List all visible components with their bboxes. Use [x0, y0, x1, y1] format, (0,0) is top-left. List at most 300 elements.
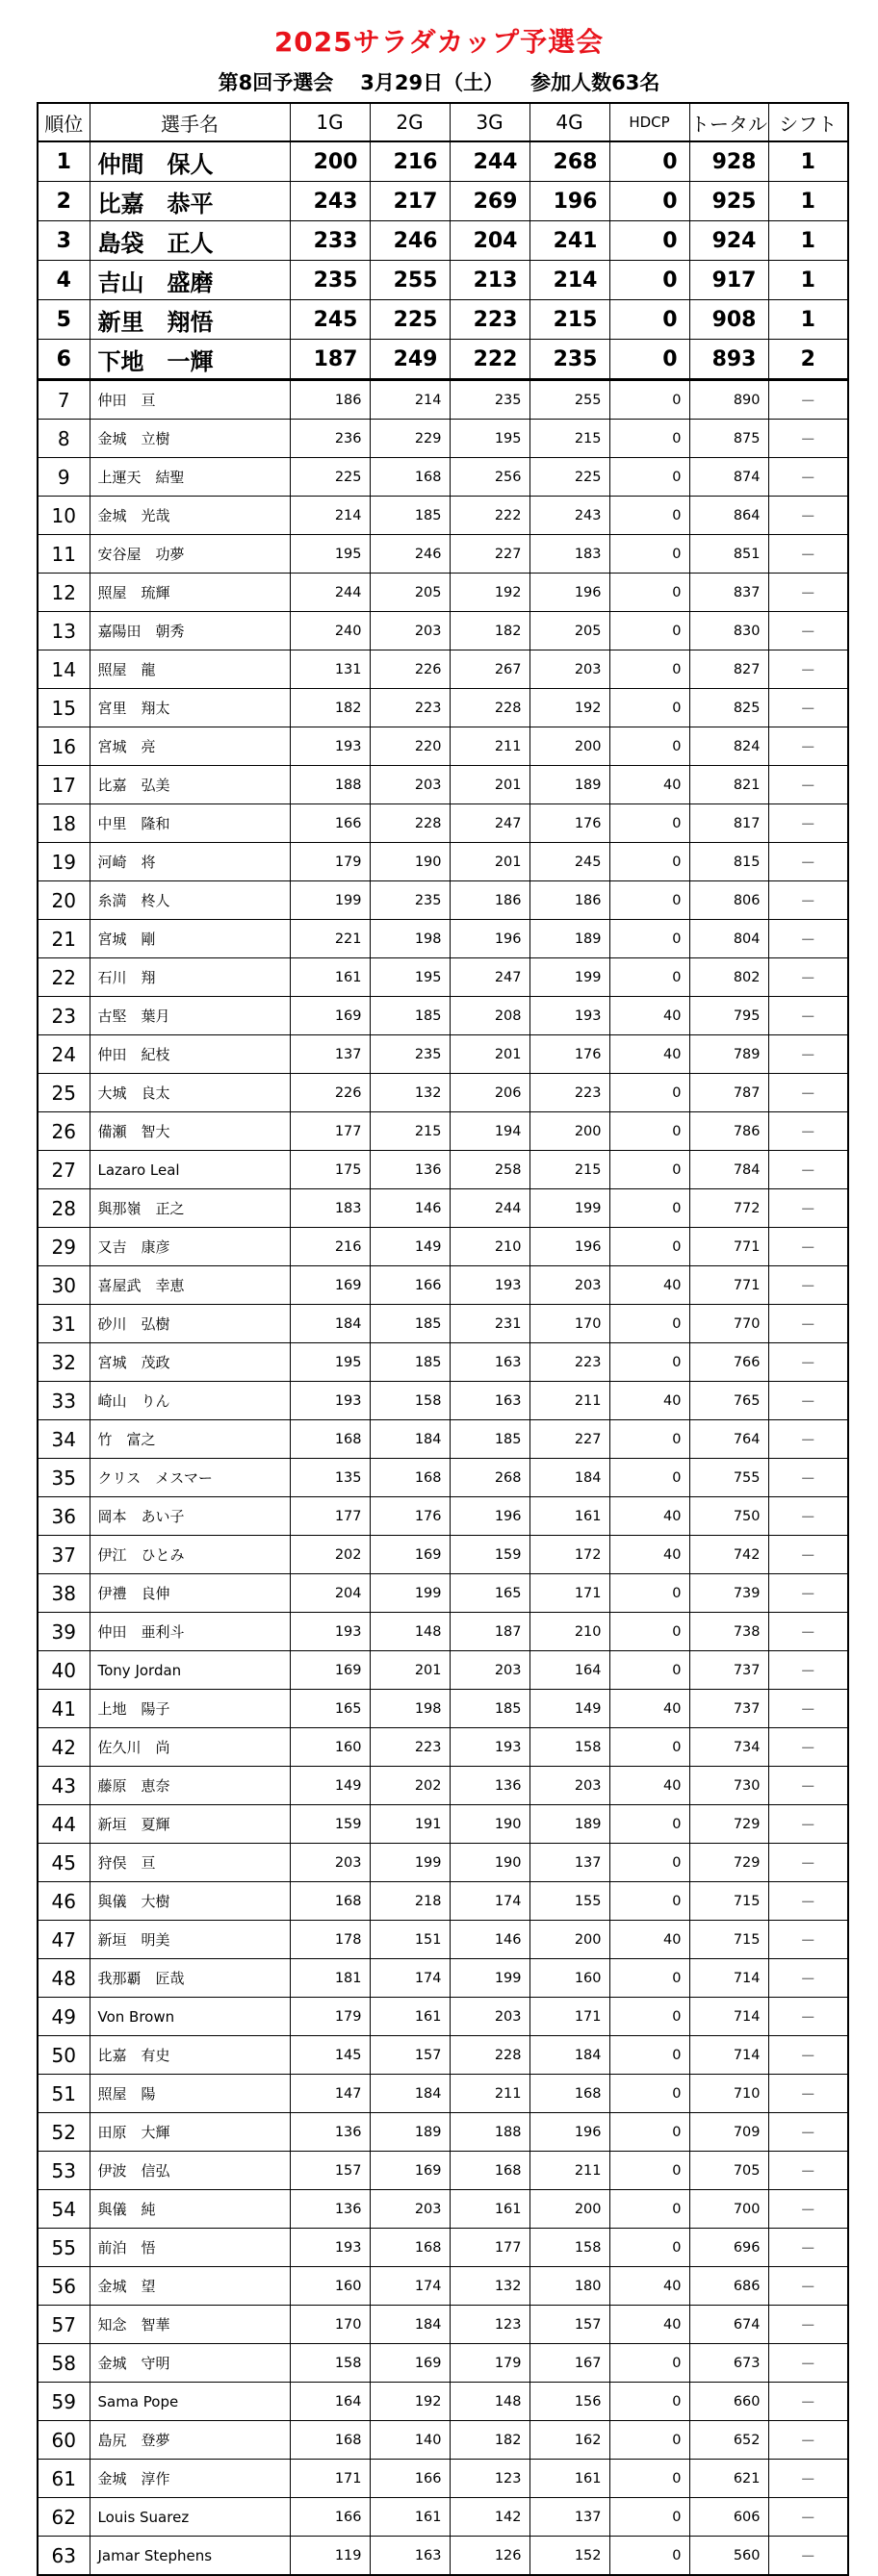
cell-g1: 216	[290, 1228, 370, 1266]
table-row	[38, 2537, 848, 2576]
cell-total: 714	[689, 1998, 768, 2036]
cell-hdcp: 0	[609, 1305, 689, 1343]
cell-shift: －	[768, 612, 848, 650]
participant-count: 参加人数63名	[530, 71, 660, 94]
cell-name: 宮城 剛	[90, 920, 290, 958]
cell-name: 田原 大輝	[90, 2113, 290, 2152]
cell-name: クリス メスマー	[90, 1459, 290, 1497]
cell-shift: －	[768, 2229, 848, 2267]
cell-g1: 170	[290, 2306, 370, 2344]
table-row	[38, 2306, 848, 2344]
cell-g4: 227	[529, 1420, 609, 1459]
cell-name: 伊江 ひとみ	[90, 1536, 290, 1574]
cell-g4: 214	[529, 261, 609, 300]
cell-shift: －	[768, 1228, 848, 1266]
cell-hdcp: 0	[609, 182, 689, 221]
table-row	[38, 1536, 848, 1574]
table-row	[38, 1420, 848, 1459]
cell-g4: 196	[529, 2113, 609, 2152]
cell-total: 714	[689, 1959, 768, 1998]
cell-name: 伊禮 良伸	[90, 1574, 290, 1613]
cell-g1: 199	[290, 881, 370, 920]
cell-rank: 35	[38, 1459, 90, 1497]
cell-total: 806	[689, 881, 768, 920]
cell-rank: 11	[38, 535, 90, 574]
cell-name: 又吉 康彦	[90, 1228, 290, 1266]
cell-name: 與儀 純	[90, 2190, 290, 2229]
cell-g2: 235	[370, 881, 450, 920]
table-row	[38, 2421, 848, 2460]
cell-g3: 211	[450, 727, 529, 766]
cell-g1: 147	[290, 2075, 370, 2113]
cell-g3: 194	[450, 1112, 529, 1151]
cell-rank: 50	[38, 2036, 90, 2075]
table-row	[38, 2036, 848, 2075]
event-date: 3月29日（土）	[360, 71, 504, 94]
cell-name: Louis Suarez	[90, 2498, 290, 2537]
col-header-g2: 2G	[370, 103, 450, 141]
cell-g3: 190	[450, 1805, 529, 1844]
cell-g2: 146	[370, 1189, 450, 1228]
cell-total: 730	[689, 1767, 768, 1805]
cell-g1: 243	[290, 182, 370, 221]
cell-g2: 168	[370, 458, 450, 497]
cell-g3: 177	[450, 2229, 529, 2267]
col-header-total: トータル	[689, 103, 768, 141]
cell-total: 715	[689, 1882, 768, 1921]
cell-g4: 176	[529, 804, 609, 843]
cell-shift: 1	[768, 300, 848, 340]
cell-g1: 225	[290, 458, 370, 497]
cell-g3: 148	[450, 2383, 529, 2421]
cell-total: 660	[689, 2383, 768, 2421]
cell-rank: 9	[38, 458, 90, 497]
cell-name: 新垣 夏輝	[90, 1805, 290, 1844]
round-label: 第8回予選会	[218, 71, 334, 94]
cell-shift: －	[768, 2383, 848, 2421]
cell-g4: 210	[529, 1613, 609, 1651]
cell-g3: 231	[450, 1305, 529, 1343]
qualifier-row	[38, 182, 848, 221]
cell-name: 崎山 りん	[90, 1382, 290, 1420]
cell-g3: 159	[450, 1536, 529, 1574]
cell-g2: 168	[370, 1459, 450, 1497]
cell-shift: －	[768, 574, 848, 612]
table-row	[38, 1613, 848, 1651]
cell-hdcp: 40	[609, 2267, 689, 2306]
cell-g4: 164	[529, 1651, 609, 1690]
cell-total: 673	[689, 2344, 768, 2383]
cell-g1: 204	[290, 1574, 370, 1613]
table-row	[38, 843, 848, 881]
cell-g3: 235	[450, 380, 529, 420]
qualifier-row	[38, 261, 848, 300]
cell-total: 821	[689, 766, 768, 804]
cell-rank: 40	[38, 1651, 90, 1690]
cell-shift: －	[768, 1805, 848, 1844]
table-row	[38, 1767, 848, 1805]
cell-g4: 180	[529, 2267, 609, 2306]
cell-name: Tony Jordan	[90, 1651, 290, 1690]
cell-g1: 131	[290, 650, 370, 689]
table-row	[38, 2460, 848, 2498]
cell-hdcp: 0	[609, 727, 689, 766]
cell-hdcp: 0	[609, 2383, 689, 2421]
cell-g2: 199	[370, 1844, 450, 1882]
cell-g1: 160	[290, 1728, 370, 1767]
cell-g2: 229	[370, 420, 450, 458]
cell-shift: －	[768, 1574, 848, 1613]
cell-hdcp: 0	[609, 261, 689, 300]
cell-g3: 228	[450, 2036, 529, 2075]
cell-name: 狩俣 亘	[90, 1844, 290, 1882]
cell-shift: －	[768, 1613, 848, 1651]
table-row	[38, 612, 848, 650]
cell-g2: 246	[370, 221, 450, 261]
cell-hdcp: 0	[609, 689, 689, 727]
cell-rank: 44	[38, 1805, 90, 1844]
cell-g1: 195	[290, 1343, 370, 1382]
cell-hdcp: 40	[609, 1536, 689, 1574]
cell-g3: 201	[450, 843, 529, 881]
cell-shift: －	[768, 1844, 848, 1882]
cell-hdcp: 0	[609, 1613, 689, 1651]
cell-name: 大城 良太	[90, 1074, 290, 1112]
cell-g3: 195	[450, 420, 529, 458]
cell-g2: 228	[370, 804, 450, 843]
cell-hdcp: 0	[609, 2421, 689, 2460]
cell-rank: 62	[38, 2498, 90, 2537]
cell-shift: －	[768, 2306, 848, 2344]
cell-total: 924	[689, 221, 768, 261]
cell-g1: 221	[290, 920, 370, 958]
table-row	[38, 1690, 848, 1728]
cell-g2: 166	[370, 1266, 450, 1305]
cell-g3: 213	[450, 261, 529, 300]
cell-g2: 174	[370, 1959, 450, 1998]
cell-g3: 206	[450, 1074, 529, 1112]
cell-shift: －	[768, 804, 848, 843]
cell-total: 621	[689, 2460, 768, 2498]
cell-hdcp: 0	[609, 1651, 689, 1690]
table-row	[38, 2152, 848, 2190]
cell-g4: 268	[529, 141, 609, 182]
cell-g2: 161	[370, 1998, 450, 2036]
cell-rank: 58	[38, 2344, 90, 2383]
cell-total: 765	[689, 1382, 768, 1420]
cell-g4: 156	[529, 2383, 609, 2421]
cell-name: 金城 淳作	[90, 2460, 290, 2498]
cell-g4: 176	[529, 1035, 609, 1074]
cell-g1: 177	[290, 1497, 370, 1536]
table-row	[38, 1921, 848, 1959]
cell-g2: 202	[370, 1767, 450, 1805]
table-row	[38, 2344, 848, 2383]
cell-hdcp: 0	[609, 1189, 689, 1228]
cell-rank: 61	[38, 2460, 90, 2498]
cell-name: 新垣 明美	[90, 1921, 290, 1959]
cell-g1: 202	[290, 1536, 370, 1574]
cell-rank: 17	[38, 766, 90, 804]
cell-total: 908	[689, 300, 768, 340]
cell-rank: 47	[38, 1921, 90, 1959]
cell-g2: 235	[370, 1035, 450, 1074]
cell-name: 古堅 葉月	[90, 997, 290, 1035]
cell-g3: 193	[450, 1266, 529, 1305]
cell-shift: －	[768, 1151, 848, 1189]
table-row	[38, 1343, 848, 1382]
cell-g2: 132	[370, 1074, 450, 1112]
cell-total: 674	[689, 2306, 768, 2344]
cell-g4: 196	[529, 182, 609, 221]
cell-hdcp: 0	[609, 1728, 689, 1767]
cell-g3: 211	[450, 2075, 529, 2113]
cell-g3: 161	[450, 2190, 529, 2229]
cell-shift: －	[768, 1382, 848, 1420]
cell-rank: 36	[38, 1497, 90, 1536]
table-row	[38, 920, 848, 958]
cell-g1: 168	[290, 1420, 370, 1459]
cell-rank: 5	[38, 300, 90, 340]
cell-shift: 1	[768, 182, 848, 221]
cell-g1: 158	[290, 2344, 370, 2383]
cell-g3: 190	[450, 1844, 529, 1882]
cell-rank: 18	[38, 804, 90, 843]
cell-g1: 236	[290, 420, 370, 458]
cell-shift: －	[768, 650, 848, 689]
cell-name: 宮城 茂政	[90, 1343, 290, 1382]
cell-g3: 185	[450, 1690, 529, 1728]
cell-g4: 192	[529, 689, 609, 727]
cell-total: 755	[689, 1459, 768, 1497]
cell-rank: 46	[38, 1882, 90, 1921]
cell-g1: 245	[290, 300, 370, 340]
table-row	[38, 1382, 848, 1420]
cell-g1: 233	[290, 221, 370, 261]
cell-g3: 201	[450, 766, 529, 804]
cell-hdcp: 0	[609, 300, 689, 340]
cell-g1: 166	[290, 2498, 370, 2537]
cell-shift: －	[768, 535, 848, 574]
cell-g4: 161	[529, 1497, 609, 1536]
cell-shift: －	[768, 1343, 848, 1382]
cell-g1: 177	[290, 1112, 370, 1151]
cell-name: 嘉陽田 朝秀	[90, 612, 290, 650]
cell-total: 815	[689, 843, 768, 881]
cell-g3: 269	[450, 182, 529, 221]
cell-total: 928	[689, 141, 768, 182]
cell-name: 砂川 弘樹	[90, 1305, 290, 1343]
cell-rank: 45	[38, 1844, 90, 1882]
cell-g3: 182	[450, 2421, 529, 2460]
table-row	[38, 2190, 848, 2229]
cell-g4: 205	[529, 612, 609, 650]
cell-rank: 28	[38, 1189, 90, 1228]
cell-name: 喜屋武 幸恵	[90, 1266, 290, 1305]
cell-hdcp: 0	[609, 1844, 689, 1882]
cell-g3: 185	[450, 1420, 529, 1459]
cell-g3: 267	[450, 650, 529, 689]
cell-shift: －	[768, 497, 848, 535]
cell-g3: 123	[450, 2306, 529, 2344]
table-row	[38, 766, 848, 804]
cell-shift: －	[768, 1651, 848, 1690]
cell-rank: 12	[38, 574, 90, 612]
cell-g2: 192	[370, 2383, 450, 2421]
cell-rank: 41	[38, 1690, 90, 1728]
cell-hdcp: 0	[609, 1343, 689, 1382]
cell-g2: 199	[370, 1574, 450, 1613]
cell-g1: 157	[290, 2152, 370, 2190]
cell-g2: 185	[370, 1305, 450, 1343]
cell-name: Lazaro Leal	[90, 1151, 290, 1189]
cell-hdcp: 0	[609, 380, 689, 420]
cell-shift: －	[768, 2344, 848, 2383]
cell-hdcp: 0	[609, 2537, 689, 2576]
cell-shift: －	[768, 1305, 848, 1343]
cell-shift: －	[768, 1497, 848, 1536]
cell-g2: 190	[370, 843, 450, 881]
cell-total: 824	[689, 727, 768, 766]
cell-hdcp: 0	[609, 2344, 689, 2383]
cell-g1: 193	[290, 727, 370, 766]
cell-g3: 193	[450, 1728, 529, 1767]
cell-total: 750	[689, 1497, 768, 1536]
cell-g4: 245	[529, 843, 609, 881]
cell-rank: 51	[38, 2075, 90, 2113]
page-title: 2025サラダカップ予選会	[273, 26, 605, 58]
col-header-g3: 3G	[450, 103, 529, 141]
cell-g1: 169	[290, 1266, 370, 1305]
cell-g2: 255	[370, 261, 450, 300]
cell-g2: 226	[370, 650, 450, 689]
cell-name: 上地 陽子	[90, 1690, 290, 1728]
table-row	[38, 958, 848, 997]
cell-hdcp: 0	[609, 2190, 689, 2229]
cell-g3: 165	[450, 1574, 529, 1613]
cell-g1: 193	[290, 1613, 370, 1651]
cell-g1: 166	[290, 804, 370, 843]
cell-hdcp: 0	[609, 2113, 689, 2152]
cell-g4: 200	[529, 1921, 609, 1959]
cell-g3: 192	[450, 574, 529, 612]
cell-shift: －	[768, 689, 848, 727]
cell-total: 925	[689, 182, 768, 221]
cell-total: 890	[689, 380, 768, 420]
cell-shift: －	[768, 1112, 848, 1151]
cell-hdcp: 0	[609, 574, 689, 612]
table-row	[38, 1266, 848, 1305]
cell-g1: 188	[290, 766, 370, 804]
cell-rank: 24	[38, 1035, 90, 1074]
cell-total: 804	[689, 920, 768, 958]
cell-total: 714	[689, 2036, 768, 2075]
cell-total: 784	[689, 1151, 768, 1189]
table-row	[38, 2113, 848, 2152]
cell-total: 802	[689, 958, 768, 997]
cell-name: 比嘉 有史	[90, 2036, 290, 2075]
cell-g3: 227	[450, 535, 529, 574]
cell-rank: 49	[38, 1998, 90, 2036]
cell-total: 772	[689, 1189, 768, 1228]
cell-g2: 223	[370, 1728, 450, 1767]
cell-hdcp: 0	[609, 1151, 689, 1189]
cell-g4: 193	[529, 997, 609, 1035]
cell-g3: 142	[450, 2498, 529, 2537]
cell-shift: －	[768, 1189, 848, 1228]
cell-g3: 174	[450, 1882, 529, 1921]
cell-g1: 195	[290, 535, 370, 574]
cell-rank: 25	[38, 1074, 90, 1112]
qualifier-row	[38, 221, 848, 261]
table-row	[38, 881, 848, 920]
cell-g2: 174	[370, 2267, 450, 2306]
cell-rank: 26	[38, 1112, 90, 1151]
cell-g4: 203	[529, 1767, 609, 1805]
cell-g4: 186	[529, 881, 609, 920]
cell-g2: 249	[370, 340, 450, 380]
cell-g4: 199	[529, 958, 609, 997]
cell-total: 795	[689, 997, 768, 1035]
cell-total: 742	[689, 1536, 768, 1574]
cell-total: 737	[689, 1651, 768, 1690]
cell-total: 827	[689, 650, 768, 689]
cell-g2: 189	[370, 2113, 450, 2152]
cell-rank: 22	[38, 958, 90, 997]
cell-rank: 60	[38, 2421, 90, 2460]
cell-hdcp: 0	[609, 141, 689, 182]
cell-name: 照屋 龍	[90, 650, 290, 689]
cell-name: 比嘉 弘美	[90, 766, 290, 804]
table-row	[38, 1574, 848, 1613]
cell-rank: 57	[38, 2306, 90, 2344]
cell-g3: 210	[450, 1228, 529, 1266]
cell-g1: 193	[290, 1382, 370, 1420]
cell-g2: 163	[370, 2537, 450, 2576]
cell-rank: 52	[38, 2113, 90, 2152]
cell-g1: 145	[290, 2036, 370, 2075]
cell-shift: －	[768, 2267, 848, 2306]
cell-g1: 200	[290, 141, 370, 182]
cell-g4: 172	[529, 1536, 609, 1574]
cell-g2: 168	[370, 2229, 450, 2267]
cell-g3: 222	[450, 497, 529, 535]
cell-shift: －	[768, 997, 848, 1035]
cell-g3: 256	[450, 458, 529, 497]
cell-g4: 157	[529, 2306, 609, 2344]
col-header-g4: 4G	[529, 103, 609, 141]
cell-g1: 235	[290, 261, 370, 300]
cell-hdcp: 40	[609, 2306, 689, 2344]
cell-rank: 30	[38, 1266, 90, 1305]
cell-g4: 215	[529, 420, 609, 458]
cell-g4: 152	[529, 2537, 609, 2576]
cell-g2: 214	[370, 380, 450, 420]
cell-name: 河崎 将	[90, 843, 290, 881]
results-table	[37, 102, 849, 2576]
cell-g1: 214	[290, 497, 370, 535]
cell-total: 787	[689, 1074, 768, 1112]
cell-g4: 225	[529, 458, 609, 497]
cell-hdcp: 0	[609, 2460, 689, 2498]
table-row	[38, 650, 848, 689]
cell-rank: 31	[38, 1305, 90, 1343]
cell-g1: 171	[290, 2460, 370, 2498]
cell-name: 前泊 悟	[90, 2229, 290, 2267]
cell-rank: 15	[38, 689, 90, 727]
qualifier-row	[38, 340, 848, 380]
cell-shift: －	[768, 958, 848, 997]
